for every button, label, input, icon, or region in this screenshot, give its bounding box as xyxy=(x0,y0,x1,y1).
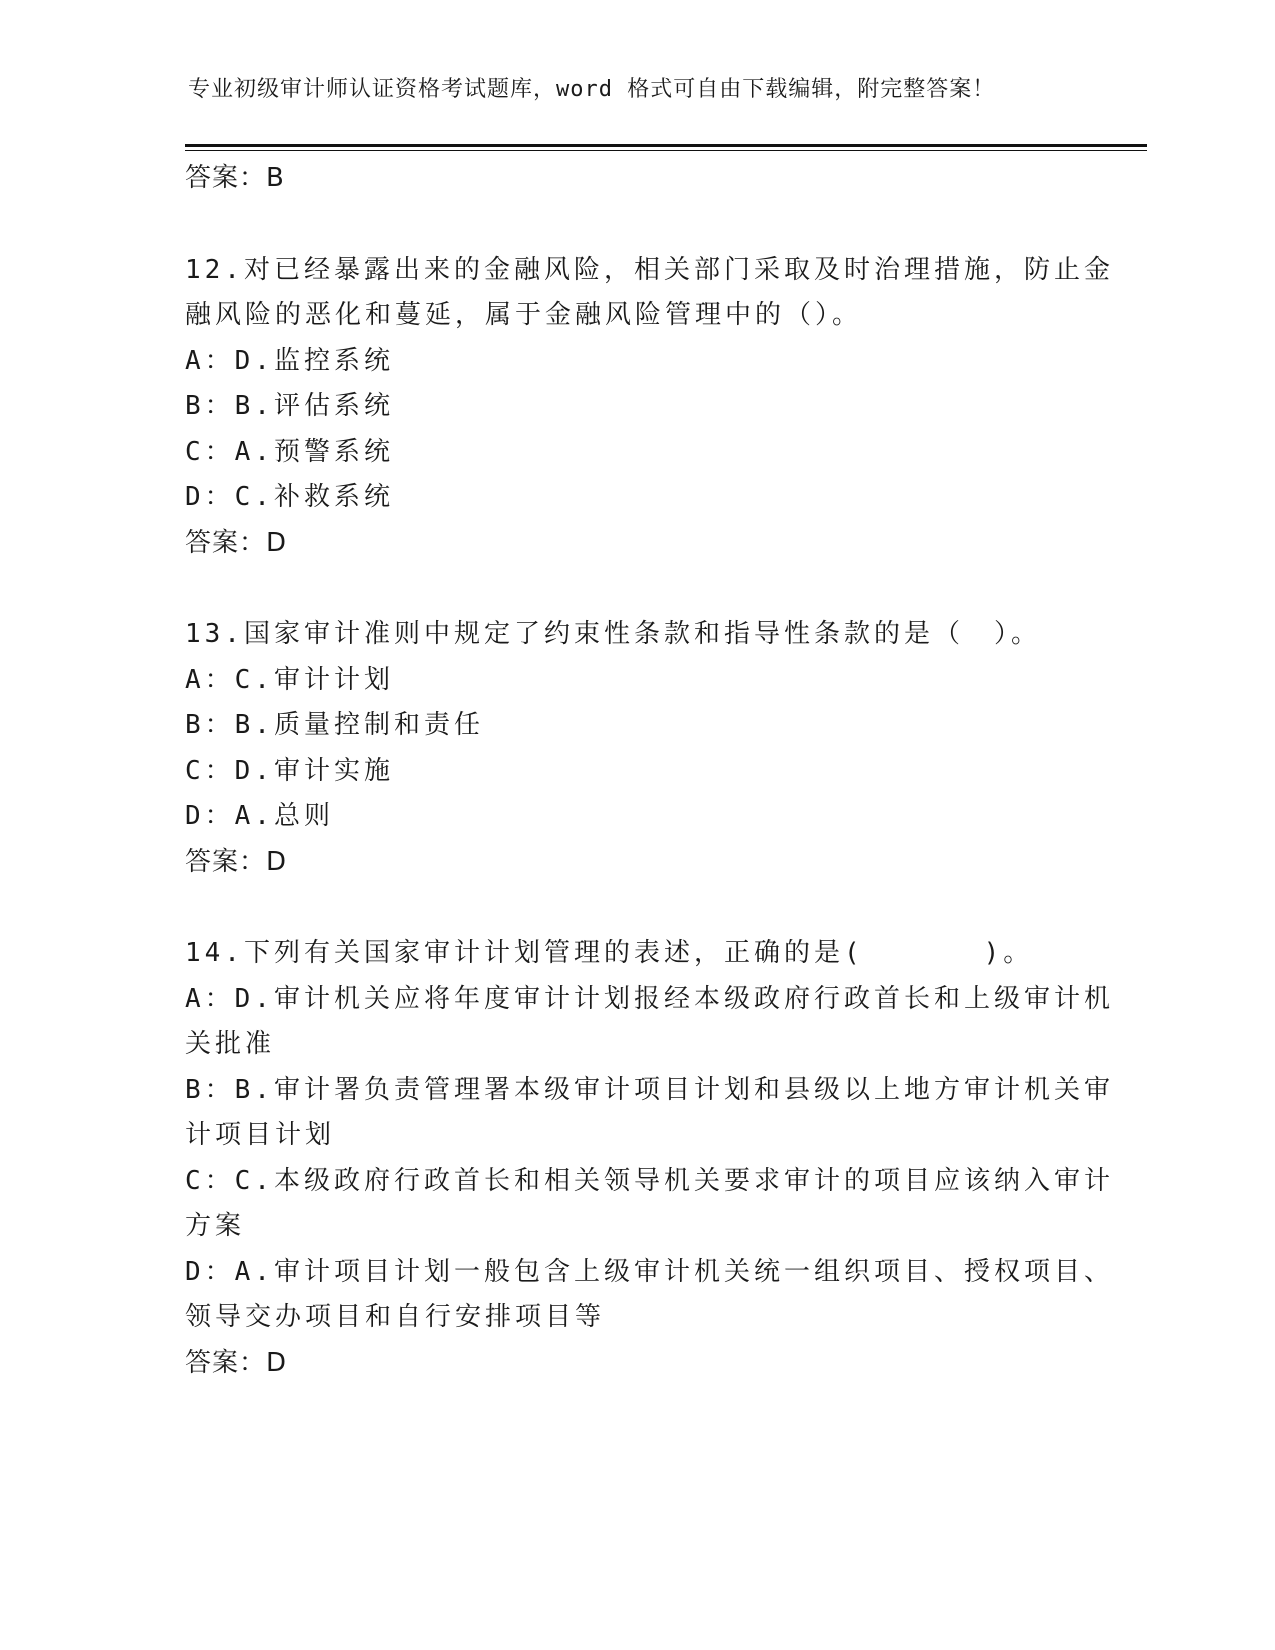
question-14 xyxy=(185,931,1114,1386)
header-rule-thin xyxy=(185,150,1147,151)
option-d-line-2: 领导交办项目和自行安排项目等 xyxy=(185,1302,606,1332)
answer: 答案：D xyxy=(185,527,288,558)
answer: 答案：D xyxy=(185,1347,288,1378)
top-answer: 答案：B xyxy=(185,163,285,193)
option-c-line-2: 方案 xyxy=(185,1211,246,1241)
answer: 答案：D xyxy=(185,846,288,877)
option-a-line-2: 关批准 xyxy=(185,1029,276,1059)
question-13 xyxy=(185,612,1085,885)
question-stem-line: 12.对已经暴露出来的金融风险，相关部门采取及时治理措施，防止金 xyxy=(185,254,1114,285)
option-c: C：D.审计实施 xyxy=(185,755,394,786)
option-c-line-1: C：C.本级政府行政首长和相关领导机关要求审计的项目应该纳入审计 xyxy=(185,1165,1114,1196)
question-stem-line: 13.国家审计准则中规定了约束性条款和指导性条款的是（ ）。 xyxy=(185,619,1041,649)
option-a: A：D.监控系统 xyxy=(185,345,394,376)
document-header: 专业初级审计师认证资格考试题库，word 格式可自由下载编辑，附完整答案！ xyxy=(188,77,996,102)
option-d: D：C.补救系统 xyxy=(185,482,394,512)
document-body xyxy=(185,156,1114,1386)
option-b: B：B.评估系统 xyxy=(185,391,394,421)
option-c: C：A.预警系统 xyxy=(185,436,394,467)
question-stem-line: 14.下列有关国家审计计划管理的表述，正确的是( )。 xyxy=(185,938,1034,968)
option-d: D：A.总则 xyxy=(185,801,334,831)
option-d-line-1: D：A.审计项目计划一般包含上级审计机关统一组织项目、授权项目、 xyxy=(185,1256,1114,1287)
question-12 xyxy=(185,248,1114,567)
option-b: B：B.质量控制和责任 xyxy=(185,710,484,740)
header-rule-thick xyxy=(185,144,1147,147)
option-a: A：C.审计计划 xyxy=(185,664,394,695)
option-a-line-1: A：D.审计机关应将年度审计计划报经本级政府行政首长和上级审计机 xyxy=(185,983,1114,1014)
option-b-line-2: 计项目计划 xyxy=(185,1120,336,1150)
question-stem-line: 融风险的恶化和蔓延，属于金融风险管理中的（）。 xyxy=(185,300,863,330)
option-b-line-1: B：B.审计署负责管理署本级审计项目计划和县级以上地方审计机关审 xyxy=(185,1074,1114,1105)
